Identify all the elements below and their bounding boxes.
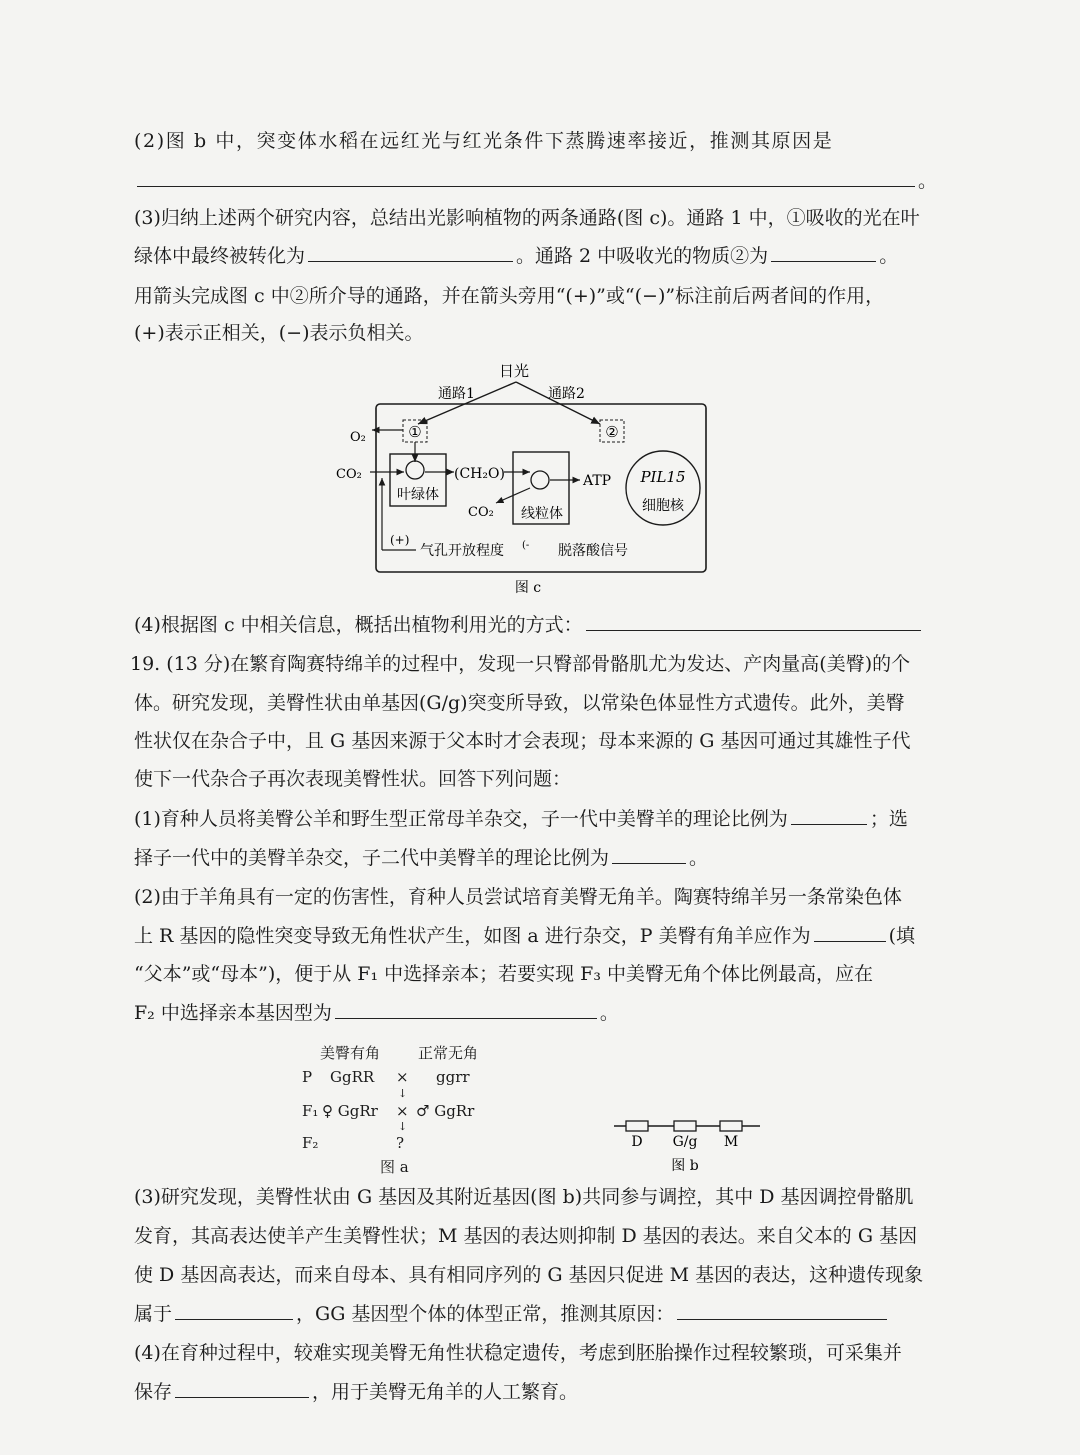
answer-blank[interactable] — [677, 1301, 887, 1320]
q18-part4-line: (4)根据图 c 中相关信息，概括出植物利用光的方式： — [134, 612, 934, 638]
answer-blank[interactable] — [137, 168, 915, 187]
generation-f2-label: F₂ — [302, 1134, 319, 1152]
receptor1-label: ① — [408, 423, 422, 441]
answer-blank[interactable] — [771, 243, 876, 262]
o2-label: O₂ — [350, 430, 366, 445]
q19-part2-line4: F₂ 中选择亲本基因型为 。 — [134, 1002, 619, 1024]
q19-part2-line1: (2)由于羊角具有一定的伤害性，育种人员尝试培育美臀无角羊。陶赛特绵羊另一条常染色体 — [134, 886, 902, 908]
down-arrow-icon: ↓ — [398, 1087, 408, 1100]
gene-m-box — [720, 1121, 742, 1131]
co2-out-label: CO₂ — [468, 505, 494, 520]
q19-part3-line2: 发育，其高表达使羊产生美臀性状；M 基因的表达则抑制 D 基因的表达。来自父本的 G 基因 — [134, 1225, 918, 1247]
q19-part1-line1: (1)育种人员将美臀公羊和野生型正常母羊杂交，子一代中美臀羊的理论比例为 ；选 — [134, 808, 908, 830]
co2-in-label: CO₂ — [336, 467, 362, 482]
q18-part2-line1: (2)图 b 中，突变体水稻在远红光与红光条件下蒸腾速率接近，推测其原因是 — [134, 130, 834, 152]
nucleus-label: 细胞核 — [642, 498, 684, 514]
figure-a-caption: 图 a — [380, 1158, 409, 1176]
f1-male-genotype: ♂ GgRr — [416, 1102, 475, 1120]
gene-d-label: D — [631, 1134, 643, 1150]
q18-part3-line1: (3)归纳上述两个研究内容，总结出光影响植物的两条通路(图 c)。通路 1 中，①吸收的光在叶 — [134, 207, 920, 229]
chloroplast-circle — [406, 461, 424, 479]
q19-part3-line4: 属于 ，GG 基因型个体的体型正常，推测其原因： — [134, 1301, 934, 1327]
aba-label: 脱落酸信号 — [558, 543, 628, 559]
parent-female-heading: 正常无角 — [418, 1044, 479, 1062]
answer-blank[interactable] — [791, 806, 867, 825]
q19-part2-line3: “父本”或“母本”)，便于从 F₁ 中选择亲本；若要实现 F₃ 中美臀无角个体比例最高，应在 — [134, 963, 874, 985]
generation-p-label: P — [302, 1068, 313, 1086]
q19-part1-line2: 择子一代中的美臀羊杂交，子二代中美臀羊的理论比例为 。 — [134, 847, 709, 869]
gene-g-box — [674, 1121, 696, 1131]
q18-part2-answer-line: 。 — [134, 168, 934, 194]
parent-male-heading: 美臀有角 — [320, 1044, 381, 1062]
f2-unknown: ? — [396, 1134, 405, 1152]
figure-b-caption: 图 b — [671, 1158, 699, 1174]
f1-female-genotype: ♀ GgRr — [322, 1102, 378, 1120]
receptor2-label: ② — [605, 423, 619, 441]
answer-blank[interactable] — [586, 612, 921, 631]
path1-label: 通路1 — [438, 386, 475, 402]
gene-m-label: M — [723, 1134, 739, 1150]
q19-part3-line3: 使 D 基因高表达，而来自母本、具有相同序列的 G 基因只促进 M 基因的表达，这种遗传现象 — [134, 1264, 924, 1286]
p-genotype-2: ggrr — [436, 1068, 470, 1086]
gene-g-label: G/g — [672, 1134, 698, 1150]
answer-blank[interactable] — [612, 845, 686, 864]
q19-part2-line2: 上 R 基因的隐性突变导致无角性状产生，如图 a 进行杂交，P 美臀有角羊应作为 (填 — [134, 925, 916, 947]
figure-c-diagram — [330, 358, 720, 598]
answer-blank[interactable] — [175, 1379, 309, 1398]
down-arrow-icon: ↓ — [398, 1120, 408, 1133]
figure-a-cross-diagram — [296, 1040, 516, 1180]
answer-blank[interactable] — [335, 1000, 597, 1019]
chloroplast-label: 叶绿体 — [397, 487, 439, 503]
q18-part3-line4: (+)表示正相关，(−)表示负相关。 — [134, 322, 424, 344]
q19-intro-line4: 使下一代杂合子再次表现美臀性状。回答下列问题： — [134, 768, 572, 790]
figure-c-caption: 图 c — [514, 580, 542, 596]
plus-sign-label: (+) — [390, 533, 410, 547]
q18-part3-line3: 用箭头完成图 c 中②所介导的通路，并在箭头旁用“(+)”或“(−)”标注前后两者间的作用， — [134, 285, 885, 307]
figure-b-gene-map — [612, 1112, 762, 1176]
mitochondria-label: 线粒体 — [521, 506, 563, 522]
q19-intro-line1: 19. (13 分)在繁育陶赛特绵羊的过程中，发现一只臀部骨骼肌尤为发达、产肉量高(美臀)的个 — [130, 653, 911, 675]
p-genotype-1: GgRR — [330, 1068, 375, 1086]
ch2o-label: (CH₂O) — [454, 466, 505, 482]
answer-blank[interactable] — [308, 243, 513, 262]
q19-part3-line1: (3)研究发现，美臀性状由 G 基因及其附近基因(图 b)共同参与调控，其中 D 基因调控骨骼肌 — [134, 1186, 914, 1208]
q19-intro-line3: 性状仅在杂合子中，且 G 基因来源于父本时才会表现；母本来源的 G 基因可通过其雄性子代 — [134, 730, 911, 752]
q18-part3-line2: 绿体中最终被转化为 。通路 2 中吸收光的物质②为 。 — [134, 245, 899, 267]
mitochondria-circle — [531, 471, 549, 489]
stomata-label: 气孔开放程度 — [420, 543, 504, 559]
answer-blank[interactable] — [814, 923, 886, 942]
atp-label: ATP — [583, 473, 612, 489]
cross-symbol: × — [396, 1068, 409, 1086]
gene-d-box — [626, 1121, 648, 1131]
cross-symbol: × — [396, 1102, 409, 1120]
minus-mark-label: (- — [522, 540, 530, 551]
pil15-label: PIL15 — [640, 468, 686, 486]
q19-part4-line1: (4)在育种过程中，较难实现美臀无角性状稳定遗传，考虑到胚胎操作过程较繁琐，可采集并 — [134, 1342, 902, 1364]
path2-label: 通路2 — [548, 386, 585, 402]
sunlight-label: 日光 — [498, 362, 530, 380]
answer-blank[interactable] — [175, 1301, 293, 1320]
q19-intro-line2: 体。研究发现，美臀性状由单基因(G/g)突变所导致，以常染色体显性方式遗传。此外，美臀 — [134, 692, 905, 714]
generation-f1-label: F₁ — [302, 1102, 319, 1120]
q19-part4-line2: 保存 ，用于美臀无角羊的人工繁育。 — [134, 1381, 579, 1403]
